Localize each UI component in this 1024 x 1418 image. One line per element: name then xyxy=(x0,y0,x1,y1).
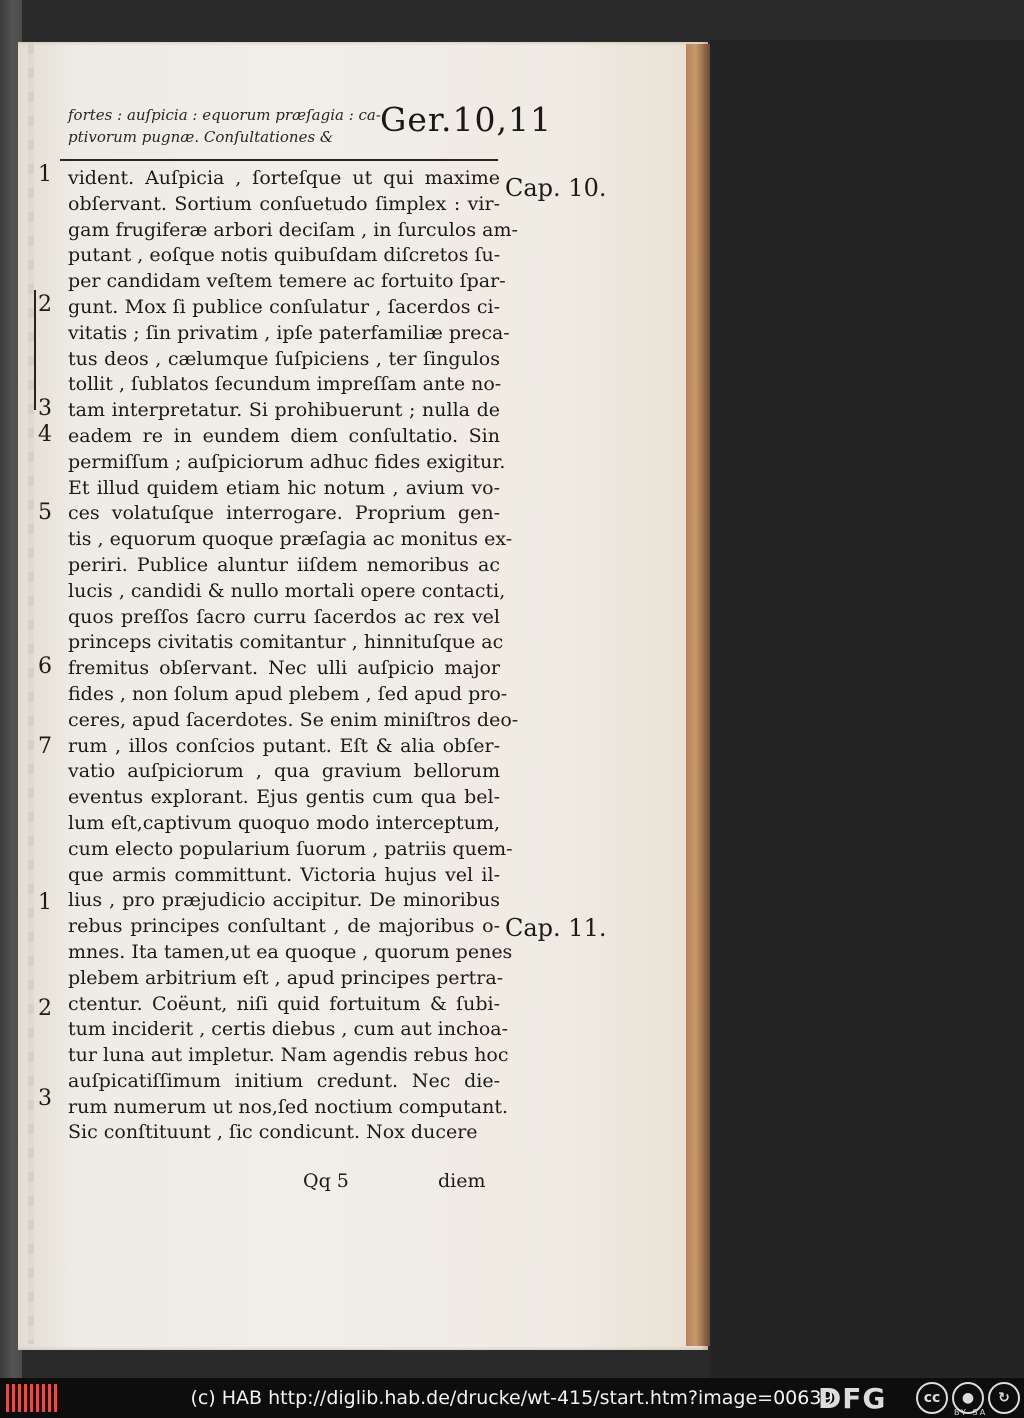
chapter-note: Cap. 10. xyxy=(505,174,607,202)
signature-mark: Qq 5 xyxy=(303,1170,349,1192)
text-line: ces volatuſque interrogare. Proprium gen- xyxy=(68,502,500,525)
attribution-icon: ● xyxy=(952,1382,984,1414)
margin-rule xyxy=(34,290,36,410)
header-rule xyxy=(60,159,498,161)
text-line: quos preſſos ſacro curru ſacerdos ac rex vel xyxy=(68,605,500,628)
margin-number: 7 xyxy=(38,734,52,759)
text-line: rum numerum ut nos,ſed noctium computant. xyxy=(68,1095,509,1118)
body-text xyxy=(68,166,519,1146)
margin-number: 5 xyxy=(38,500,52,525)
text-line: vident. Auſpicia , ſorteſque ut qui maxime xyxy=(68,167,500,189)
chapter-note: Cap. 11. xyxy=(505,914,607,942)
scan-background xyxy=(710,40,1024,1378)
text-line: per candidam veſtem temere ac fortuito ſpar- xyxy=(68,270,506,293)
text-line: cum electo popularium ſuorum , patriis quem- xyxy=(68,837,513,860)
text-line: auſpicatiſſimum initium credunt. Nec die- xyxy=(68,1069,500,1092)
margin-number: 3 xyxy=(38,396,52,421)
margin-number: 1 xyxy=(38,890,52,915)
text-line: fremitus obſervant. Nec ulli auſpicio major xyxy=(68,657,500,680)
page-signature: Ger.10,11 xyxy=(380,100,553,139)
text-line: vatio auſpiciorum , qua gravium bellorum xyxy=(68,760,500,783)
text-line: tis , equorum quoque præſagia ac monitus ex- xyxy=(68,528,513,551)
running-head-line-2: ptivorum pugnæ. Conſultationes & xyxy=(68,128,334,146)
margin-number: 1 xyxy=(38,162,52,187)
text-line: lum eſt,captivum quoquo modo interceptum, xyxy=(68,811,500,834)
text-line: gam frugiferæ arbori deciſam , in ſurculos am- xyxy=(68,218,518,241)
text-line: rebus principes conſultant , de majoribus o- xyxy=(68,915,500,938)
text-line: Et illud quidem etiam hic notum , avium vo- xyxy=(68,476,500,499)
text-line: Sic conſtituunt , ſic condicunt. Nox ducere xyxy=(68,1121,478,1144)
text-line: periri. Publice aluntur iiſdem nemoribus ac xyxy=(68,553,500,576)
text-line: lius , pro præjudicio accipitur. De minoribus xyxy=(68,889,500,912)
text-line: lucis , candidi & nullo mortali opere contacti, xyxy=(68,579,506,602)
running-head xyxy=(68,104,381,148)
text-line: mnes. Ita tamen,ut ea quoque , quorum penes xyxy=(68,940,513,963)
margin-number: 2 xyxy=(38,292,52,317)
text-line: ctentur. Coëunt, niſi quid fortuitum & ſubi- xyxy=(68,992,500,1015)
text-line: putant , eoſque notis quibuſdam diſcretos ſu- xyxy=(68,244,501,267)
margin-number: 4 xyxy=(38,422,52,447)
margin-number: 3 xyxy=(38,1086,52,1111)
text-line: ceres, apud ſacerdotes. Se enim miniſtros deo- xyxy=(68,708,519,731)
text-line: permiſſum ; auſpiciorum adhuc fides exigitur. xyxy=(68,450,506,473)
text-line: eadem re in eundem diem conſultatio. Sin xyxy=(68,424,500,447)
share-alike-icon: ↻ xyxy=(988,1382,1020,1414)
creative-commons-icon: cc xyxy=(916,1382,948,1414)
license-label: BY SA xyxy=(954,1408,988,1417)
text-line: princeps civitatis comitantur , hinnituſque ac xyxy=(68,631,504,654)
text-line: tam interpretatur. Si prohibuerunt ; nulla de xyxy=(68,399,500,422)
text-line: plebem arbitrium eſt , apud principes pertra- xyxy=(68,966,504,989)
text-line: fides , non ſolum apud plebem , ſed apud pro- xyxy=(68,682,508,705)
margin-number: 2 xyxy=(38,996,52,1021)
text-line: vitatis ; ſin privatim , ipſe paterfamiliæ preca- xyxy=(68,321,510,344)
running-head-line-1: fortes : auſpicia : equorum præſagia : ca- xyxy=(68,106,381,124)
text-line: tum inciderit , certis diebus , cum aut inchoa- xyxy=(68,1018,509,1041)
text-line: tur luna aut impletur. Nam agendis rebus hoc xyxy=(68,1044,509,1067)
text-line: gunt. Mox ſi publice conſulatur , ſacerdos ci- xyxy=(68,295,500,318)
dfg-logo: DFG xyxy=(818,1382,887,1415)
text-line: tus deos , cælumque ſuſpiciens , ter ſingulos xyxy=(68,347,500,370)
footer-bar xyxy=(0,1378,1024,1418)
copyright-link[interactable]: (c) HAB http://diglib.hab.de/drucke/wt-415/start.htm?image=00639 xyxy=(190,1387,834,1409)
page-fore-edge xyxy=(686,44,710,1346)
text-line: obſervant. Sortium conſuetudo ſimplex : vir- xyxy=(68,192,500,215)
text-line: eventus explorant. Ejus gentis cum qua bel- xyxy=(68,786,500,809)
binding-thread xyxy=(28,44,34,1344)
text-line: que armis committunt. Victoria hujus vel il- xyxy=(68,863,500,886)
text-line: tollit , ſublatos ſecundum impreſſam ante no- xyxy=(68,373,502,396)
text-line: rum , illos conſcios putant. Eſt & alia obſer- xyxy=(68,734,500,757)
margin-number: 6 xyxy=(38,654,52,679)
catchword: diem xyxy=(438,1170,486,1192)
